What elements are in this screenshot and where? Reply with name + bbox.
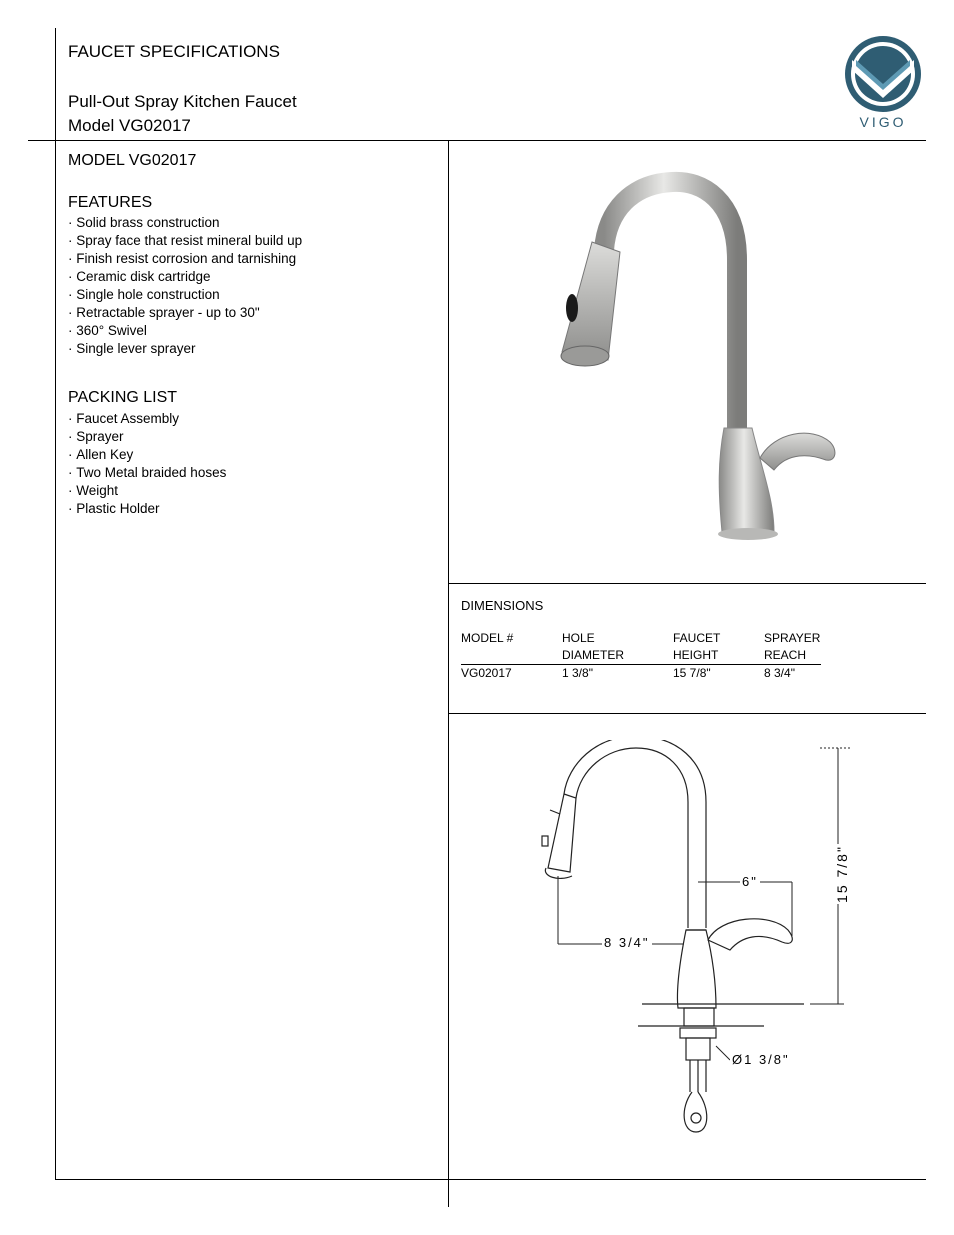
faucet-photo xyxy=(512,170,884,550)
table-cell: VG02017 xyxy=(461,666,512,680)
column-header-line: HOLE xyxy=(562,631,595,645)
features-heading: FEATURES xyxy=(68,194,153,211)
packing-list xyxy=(68,410,226,518)
model-line: Model VG02017 xyxy=(68,116,191,135)
column-header xyxy=(764,630,821,665)
feature-item: · Spray face that resist mineral build up xyxy=(68,232,302,250)
table-cell: 15 7/8" xyxy=(673,666,711,680)
hole-dimension-label: Ø1 3/8" xyxy=(732,1052,790,1067)
features-list xyxy=(68,214,302,358)
feature-item: · 360° Swivel xyxy=(68,322,302,340)
column-header-line: DIAMETER xyxy=(562,648,625,662)
column-header-line: MODEL # xyxy=(461,631,514,645)
technical-drawing xyxy=(520,740,860,1140)
footer-divider xyxy=(55,1179,926,1180)
feature-item: · Finish resist corrosion and tarnishing xyxy=(68,250,302,268)
dimensions-divider xyxy=(448,713,926,714)
column-header-line: SPRAYER xyxy=(764,631,821,645)
column-divider xyxy=(448,141,449,1207)
feature-item: · Ceramic disk cartridge xyxy=(68,268,302,286)
column-header-line: REACH xyxy=(764,648,807,662)
feature-item: · Retractable sprayer - up to 30" xyxy=(68,304,302,322)
logo-wordmark: VIGO xyxy=(859,114,907,130)
packing-item: · Weight xyxy=(68,482,226,500)
column-header-line: HEIGHT xyxy=(673,648,719,662)
column-header xyxy=(673,630,764,665)
table-cell: 8 3/4" xyxy=(764,666,795,680)
photo-divider xyxy=(448,583,926,584)
packing-item: · Plastic Holder xyxy=(68,500,226,518)
left-border xyxy=(55,28,56,1180)
spout-dimension-label: 6" xyxy=(742,874,758,889)
feature-item: · Solid brass construction xyxy=(68,214,302,232)
table-row xyxy=(461,665,821,683)
product-subtitle: Pull-Out Spray Kitchen Faucet xyxy=(68,92,297,111)
reach-dimension-label: 8 3/4" xyxy=(604,935,650,950)
column-header xyxy=(461,630,562,665)
feature-item: · Single hole construction xyxy=(68,286,302,304)
packing-item: · Faucet Assembly xyxy=(68,410,226,428)
model-heading: MODEL VG02017 xyxy=(68,152,197,169)
table-cell: 1 3/8" xyxy=(562,666,593,680)
vigo-logo xyxy=(838,30,928,132)
packing-item: · Allen Key xyxy=(68,446,226,464)
packing-item: · Two Metal braided hoses xyxy=(68,464,226,482)
feature-item: · Single lever sprayer xyxy=(68,340,302,358)
table-header-row xyxy=(461,630,821,665)
packing-heading: PACKING LIST xyxy=(68,389,178,406)
height-dimension-label: 15 7/8" xyxy=(834,845,850,903)
header-divider xyxy=(28,140,926,141)
page-title: FAUCET SPECIFICATIONS xyxy=(68,42,280,61)
dimensions-heading: DIMENSIONS xyxy=(461,598,544,613)
column-header-line: FAUCET xyxy=(673,631,721,645)
column-header xyxy=(562,630,673,665)
packing-item: · Sprayer xyxy=(68,428,226,446)
dimensions-table xyxy=(461,630,821,682)
